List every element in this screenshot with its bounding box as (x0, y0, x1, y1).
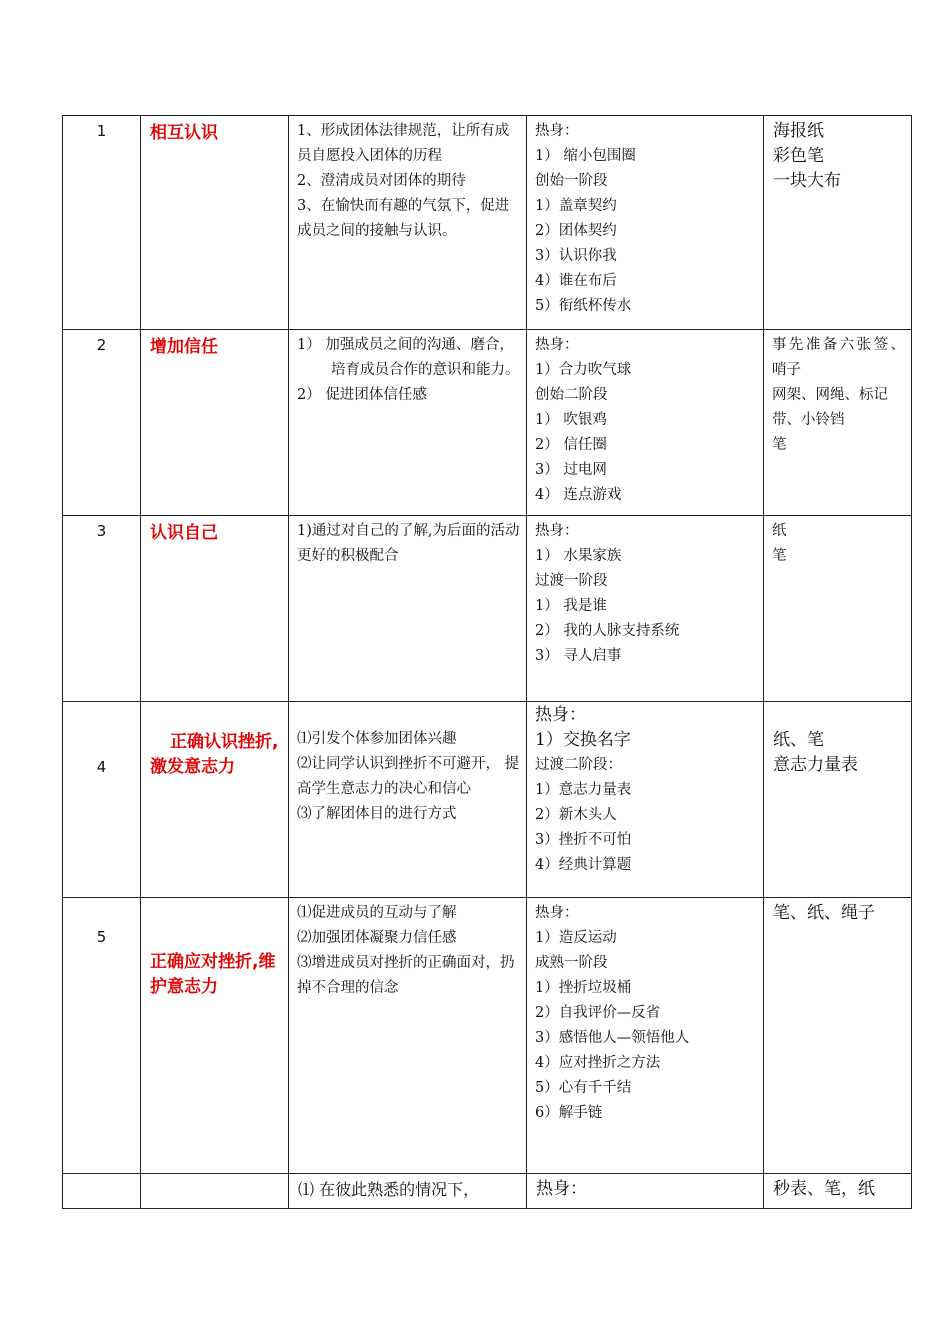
table-row (63, 702, 912, 898)
session-goals (289, 330, 527, 516)
material-line: 笔、纸、绳子 (773, 903, 875, 923)
goal-line: 1） 加强成员之间的沟通、磨合，培育成员合作的意识和能力。 (297, 337, 520, 378)
goal-line: 2、澄清成员对团体的期待 (297, 173, 466, 189)
activity-line: 4）谁在布后 (535, 273, 617, 289)
session-title-text: 正确认识挫折,激发意志力 (150, 732, 279, 777)
session-activities (527, 702, 764, 898)
activity-plan-table (62, 115, 912, 1209)
activity-line: 1）挫折垃圾桶 (535, 980, 632, 996)
session-activities (527, 116, 764, 330)
goal-line: 1、形成团体法律规范，让所有成员自愿投入团体的历程 (297, 123, 510, 164)
material-line: 彩色笔 (773, 146, 824, 166)
table-row (63, 330, 912, 516)
session-number: 5 (63, 898, 141, 1174)
activity-line: 成熟一阶段 (535, 955, 608, 971)
material-line: 秒表、笔，纸 (773, 1179, 875, 1199)
activity-line: 2）新木头人 (535, 807, 617, 823)
material-line: 海报纸 (773, 121, 824, 141)
activity-line: 热身： (535, 705, 586, 725)
activity-line: 3）认识你我 (535, 248, 617, 264)
goal-line: ⑵让同学认识到挫折不可避开， 提高学生意志力的决心和信心 (297, 756, 520, 797)
session-goals (289, 516, 527, 702)
activity-line: 5）衔纸杯传水 (535, 298, 632, 314)
activity-line: 6）解手链 (535, 1105, 603, 1121)
session-materials (764, 330, 912, 516)
activity-line: 4）经典计算题 (535, 857, 632, 873)
session-title: 相互认识 (141, 116, 289, 330)
session-goals (289, 702, 527, 898)
activity-line: 1）造反运动 (535, 930, 617, 946)
activity-line: 1） 缩小包围圈 (535, 148, 636, 164)
activity-line: 1）盖章契约 (535, 198, 617, 214)
session-materials (764, 898, 912, 1174)
session-title-text: 正确应对挫折,维护意志力 (150, 952, 276, 997)
goal-line: ⑴促进成员的互动与了解 (297, 905, 457, 921)
activity-line: 热身： (535, 123, 579, 139)
activity-line: 3） 过电网 (535, 462, 607, 478)
activity-line: 4）应对挫折之方法 (535, 1055, 661, 1071)
table-row (63, 1174, 912, 1209)
session-materials (764, 1174, 912, 1209)
session-title (141, 702, 289, 898)
material-line: 意志力量表 (773, 755, 858, 775)
material-line: 纸、笔 (773, 730, 824, 750)
activity-line: 5）心有千千结 (535, 1080, 632, 1096)
goal-line: ⑵加强团体凝聚力信任感 (297, 930, 457, 946)
activity-line: 2） 信任圈 (535, 437, 607, 453)
activity-line: 1） 吹银鸡 (535, 412, 607, 428)
session-materials (764, 702, 912, 898)
activity-line: 热身： (536, 1179, 587, 1199)
session-title: 增加信任 (141, 330, 289, 516)
material-line: 纸 (772, 523, 787, 539)
session-number: 3 (63, 516, 141, 702)
material-line: 笔 (772, 548, 787, 564)
activity-line: 1）意志力量表 (535, 782, 632, 798)
activity-line: 过渡二阶段： (535, 757, 622, 773)
session-number: 1 (63, 116, 141, 330)
activity-line: 热身： (535, 337, 579, 353)
session-goals (289, 1174, 527, 1209)
session-activities (527, 898, 764, 1174)
material-line: 一块大布 (773, 171, 841, 191)
session-title: 认识自己 (141, 516, 289, 702)
session-activities (527, 516, 764, 702)
activity-line: 2） 我的人脉支持系统 (535, 623, 680, 639)
activity-line: 1）交换名字 (535, 730, 631, 750)
session-materials (764, 116, 912, 330)
goal-line: ⑴引发个体参加团体兴趣 (297, 731, 457, 747)
activity-line: 1）合力吹气球 (535, 362, 632, 378)
session-number (63, 702, 141, 898)
session-activities (527, 330, 764, 516)
activity-line: 2）自我评价—反省 (535, 1005, 661, 1021)
activity-line: 热身： (535, 523, 579, 539)
activity-line: 1） 我是谁 (535, 598, 607, 614)
session-title (141, 1174, 289, 1209)
table-row (63, 516, 912, 702)
activity-line: 3） 寻人启事 (535, 648, 622, 664)
goal-line: ⑶增进成员对挫折的正确面对，扔掉不合理的信念 (297, 955, 515, 996)
material-line: 笔 (772, 437, 787, 453)
session-goals (289, 898, 527, 1174)
activity-line: 创始二阶段 (535, 387, 608, 403)
activity-line: 创始一阶段 (535, 173, 608, 189)
material-line: 哨子 (772, 362, 801, 378)
table-row (63, 116, 912, 330)
activity-line: 1） 水果家族 (535, 548, 622, 564)
goal-line: 1)通过对自己的了解,为后面的活动更好的积极配合 (297, 523, 520, 564)
goal-line: ⑶了解团体目的进行方式 (297, 806, 457, 822)
material-line: 网架、网绳、标记带、小铃铛 (772, 387, 888, 428)
activity-line: 热身： (535, 905, 579, 921)
session-number (63, 1174, 141, 1209)
table-row (63, 898, 912, 1174)
activity-line: 2）团体契约 (535, 223, 617, 239)
session-title (141, 898, 289, 1174)
goal-line: 3、在愉快而有趣的气氛下，促进成员之间的接触与认识。 (297, 198, 510, 239)
activity-line: 3）挫折不可怕 (535, 832, 632, 848)
session-goals (289, 116, 527, 330)
activity-line: 4） 连点游戏 (535, 487, 622, 503)
session-materials (764, 516, 912, 702)
material-line: 事先准备六张签、 (772, 337, 905, 353)
goal-line: 2） 促进团体信任感 (297, 387, 427, 403)
goal-line: ⑴ 在彼此熟悉的情况下， (298, 1180, 480, 1199)
session-number-text: 4 (96, 757, 107, 776)
activity-line: 3）感悟他人—领悟他人 (535, 1030, 690, 1046)
session-activities (527, 1174, 764, 1209)
session-number: 2 (63, 330, 141, 516)
activity-line: 过渡一阶段 (535, 573, 608, 589)
